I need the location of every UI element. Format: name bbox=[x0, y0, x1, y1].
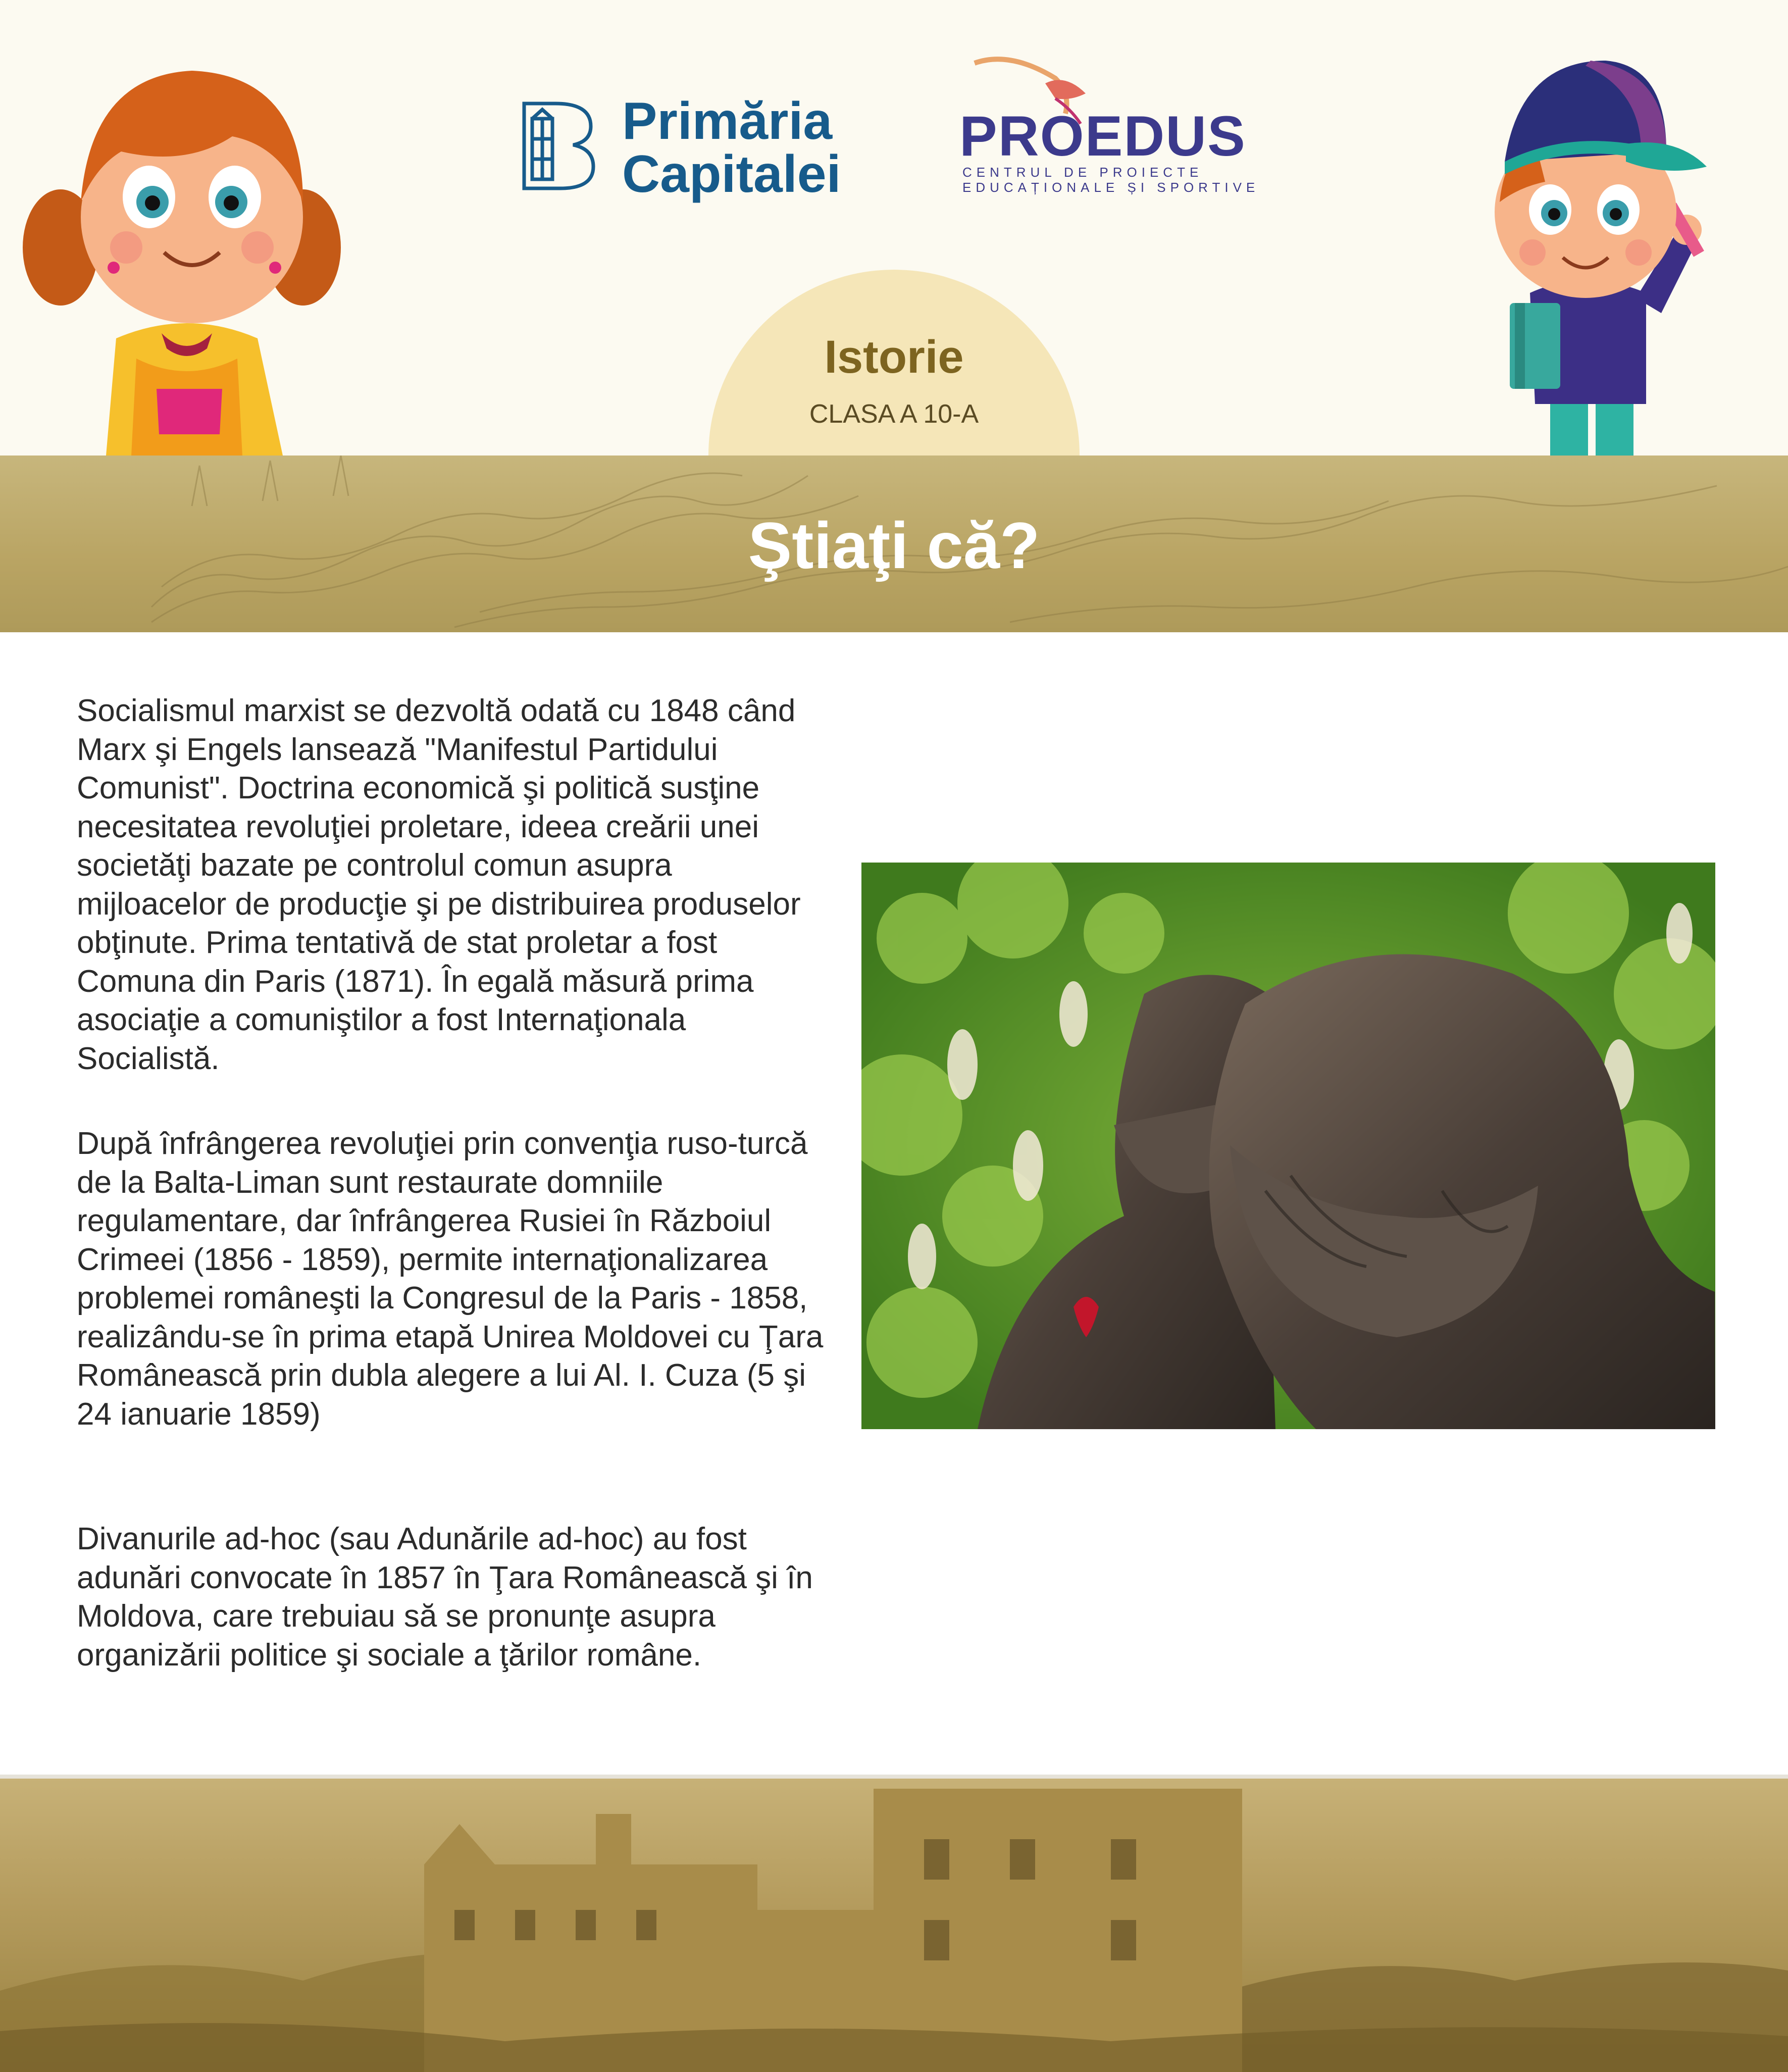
footer-divider bbox=[0, 1775, 1788, 1779]
partner-2-name: PROEDUS bbox=[959, 105, 1246, 168]
partner-2-tagline-line-2: EDUCAȚIONALE ȘI SPORTIVE bbox=[962, 180, 1260, 195]
paragraph-3: Divanurile ad-hoc (sau Adunările ad-hoc) au fost adunări convocate în 1857 în Ţara Românească şi în Moldova, care trebuiau să se pronunţe asupra organizării politice şi sociale a ţărilor române. bbox=[77, 1522, 813, 1673]
banner-title: Ştiaţi că? bbox=[748, 509, 1040, 582]
paragraph-2: După înfrângerea revoluţiei prin convenţia ruso-turcă de la Balta-Liman sunt restaurate domniile regulamentare, dar înfrângerea Rusiei în Războiul Crimeei (1856 - 1859), permite internaţionalizarea problemei româneşti la Congresul de la Paris - 1858, realizându-se în prima etapă Unirea Moldovei cu Ţara Românească prin dubla alegere a lui Al. I. Cuza (5 şi 24 ianuarie 1859) bbox=[77, 1126, 824, 1432]
paragraph-1: Socialismul marxist se dezvoltă odată cu 1848 când Marx şi Engels lansează "Manifestul Partidului Comunist". Doctrina economică şi politică susţine necesitatea revoluţiei proletare, ideea creării unei societăţi bazate pe controlul comun asupra mijloacelor de producţie şi pe distribuirea produselor obţinute. Prima tentativă de stat proletar a fost Comuna din Paris (1871). În egală măsură prima asociaţie a comuniştilor a fost Internaţionala Socialistă. bbox=[77, 693, 801, 1076]
subject-title: Istorie bbox=[824, 331, 964, 383]
castle-illustration bbox=[0, 1779, 1788, 2072]
building-b-logo-icon bbox=[520, 98, 596, 192]
partner-1-name-line-2: Capitalei bbox=[622, 145, 841, 204]
girl-mascot-illustration bbox=[20, 35, 353, 456]
marx-engels-statue-photo bbox=[861, 863, 1715, 1429]
castle-footer-image bbox=[0, 1779, 1788, 2072]
partner-2-tagline-line-1: CENTRUL DE PROIECTE bbox=[962, 165, 1203, 180]
class-level: CLASA A 10-A bbox=[809, 399, 979, 429]
boy-mascot-illustration bbox=[1474, 50, 1717, 456]
partner-1-name-line-1: Primăria bbox=[622, 92, 833, 150]
